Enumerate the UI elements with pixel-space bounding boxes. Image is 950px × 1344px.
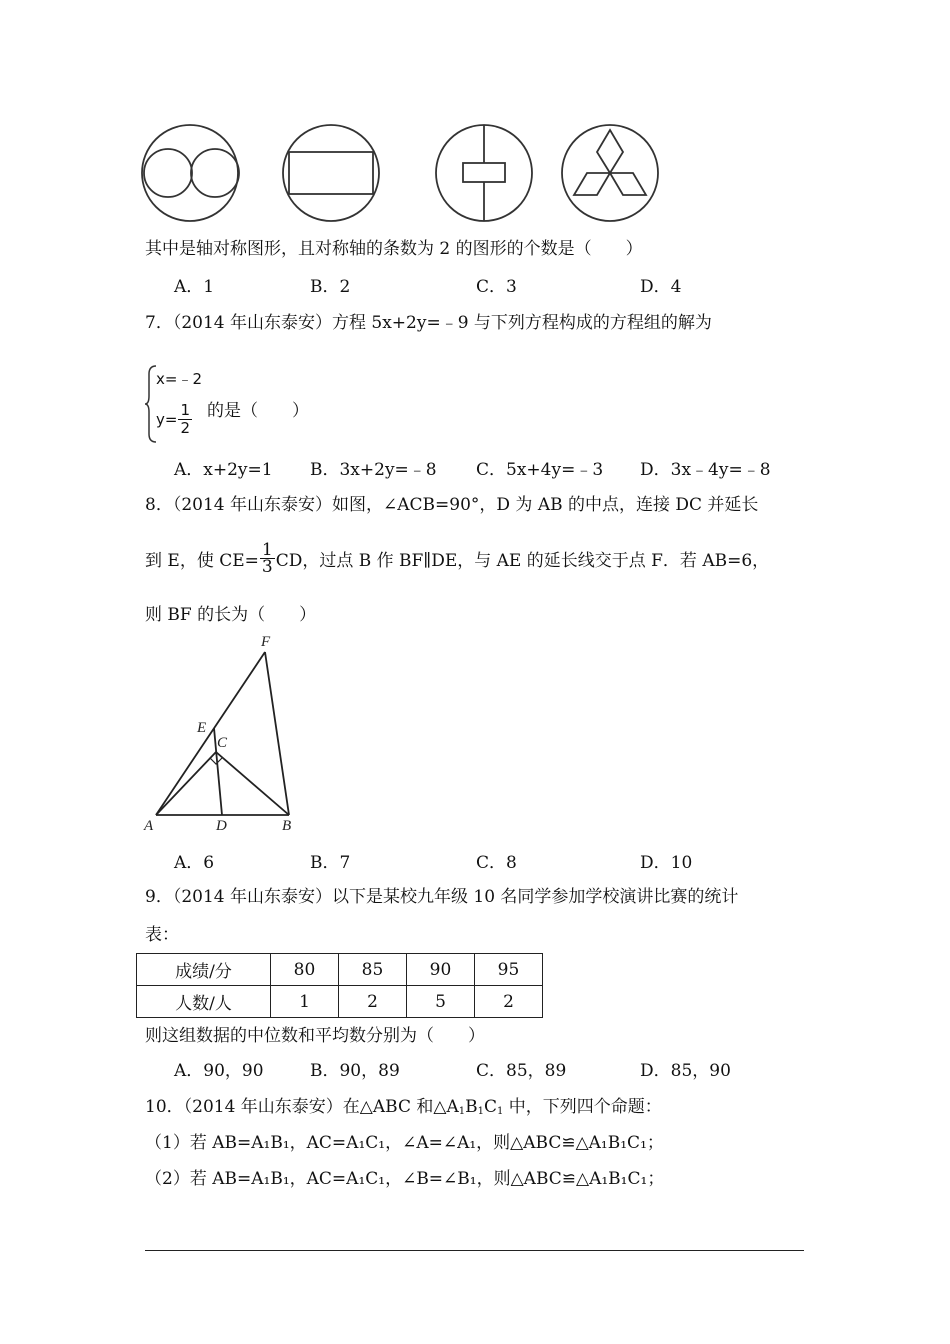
figure-rectangle <box>283 125 379 221</box>
q10-sub: 1 <box>458 1106 466 1117</box>
label-b: B <box>282 818 292 834</box>
q10-proposition-1: （1）若 AB=A₁B₁，AC=A₁C₁，∠A=∠A₁，则△ABC≌△A₁B₁C₁； <box>145 1133 664 1153</box>
q10-stem-c: C <box>483 1097 497 1117</box>
q10-stem <box>145 1092 662 1117</box>
q8-option-c[interactable]: C．8 <box>476 853 517 873</box>
q7-equation-system <box>144 364 204 444</box>
q6-option-d[interactable]: D．4 <box>640 277 682 297</box>
q7-option-d[interactable]: D．3x﹣4y=﹣8 <box>640 460 771 480</box>
q7-system-y <box>156 402 193 437</box>
table-cell: 95 <box>475 954 543 986</box>
q7-tail: 的是（ ） <box>207 401 309 421</box>
q10-proposition-2: （2）若 AB=A₁B₁，AC=A₁C₁，∠B=∠B₁，则△ABC≌△A₁B₁C₁； <box>145 1169 665 1189</box>
q6-option-b[interactable]: B．2 <box>310 277 351 297</box>
table-row <box>137 954 543 986</box>
q8-line2-b: CD，过点 B 作 BF∥DE，与 AE 的延长线交于点 F．若 AB=6， <box>275 551 770 571</box>
q7-stem: 7．（2014 年山东泰安）方程 5x+2y=﹣9 与下列方程构成的方程组的解为 <box>145 313 712 333</box>
table-header-count: 人数/人 <box>137 986 271 1018</box>
q8-frac-num: 1 <box>261 540 273 560</box>
q9-line1: 9．（2014 年山东泰安）以下是某校九年级 10 名同学参加学校演讲比赛的统计 <box>145 887 739 907</box>
q10-sub: 1 <box>497 1106 504 1117</box>
q9-option-d[interactable]: D．85，90 <box>640 1061 731 1081</box>
label-d: D <box>216 818 227 834</box>
q7-system-x: x=﹣2 <box>156 370 202 388</box>
q7-option-c[interactable]: C．5x+4y=﹣3 <box>476 460 604 480</box>
q10-stem-d: 中，下列四个命题： <box>503 1097 662 1117</box>
table-cell: 1 <box>271 986 339 1018</box>
table-header-score: 成绩/分 <box>137 954 271 986</box>
label-e: E <box>197 720 207 736</box>
q8-frac-den: 3 <box>261 557 273 577</box>
q8-line1: 8．（2014 年山东泰安）如图，∠ACB=90°，D 为 AB 的中点，连接 DC 并延长 <box>145 495 759 515</box>
q8-option-d[interactable]: D．10 <box>640 853 693 873</box>
table-cell: 85 <box>339 954 407 986</box>
figures-row <box>138 120 668 228</box>
table-cell: 2 <box>475 986 543 1018</box>
q9-after: 则这组数据的中位数和平均数分别为（ ） <box>145 1026 485 1046</box>
q10-stem-a: 10．（2014 年山东泰安）在△ABC 和△A <box>145 1097 459 1117</box>
figure-box-line <box>436 125 532 221</box>
q6-stem: 其中是轴对称图形，且对称轴的条数为 2 的图形的个数是（ ） <box>145 239 643 259</box>
table-cell: 90 <box>407 954 475 986</box>
footer-rule <box>145 1250 804 1251</box>
q9-option-b[interactable]: B．90，89 <box>310 1061 400 1081</box>
label-c: C <box>217 735 228 751</box>
q6-option-a[interactable]: A．1 <box>174 277 215 297</box>
q9-option-a[interactable]: A．90，90 <box>174 1061 264 1081</box>
q8-option-a[interactable]: A．6 <box>174 853 215 873</box>
table-cell: 5 <box>407 986 475 1018</box>
table-cell: 2 <box>339 986 407 1018</box>
q8-option-b[interactable]: B．7 <box>310 853 351 873</box>
q10-stem-b: B <box>465 1097 478 1117</box>
label-f: F <box>261 634 271 650</box>
q7-frac-den: 2 <box>180 419 190 437</box>
q9-stats-table <box>136 953 543 1018</box>
q9-option-c[interactable]: C．85，89 <box>476 1061 567 1081</box>
q8-line2 <box>145 542 769 575</box>
table-cell: 80 <box>271 954 339 986</box>
q10-sub: 1 <box>477 1106 484 1117</box>
q9-line2: 表： <box>145 925 179 945</box>
q7-frac-num: 1 <box>180 401 190 419</box>
q6-option-c[interactable]: C．3 <box>476 277 517 297</box>
label-a: A <box>144 818 154 834</box>
table-row <box>137 986 543 1018</box>
figure-three-rhombi <box>562 125 658 221</box>
q7-system-y-left: y= <box>156 410 178 429</box>
q7-option-a[interactable]: A．x+2y=1 <box>174 460 273 480</box>
q8-geometry-figure <box>140 630 310 840</box>
q8-line3: 则 BF 的长为（ ） <box>145 605 317 625</box>
q8-line2-a: 到 E，使 CE= <box>145 551 259 571</box>
q7-option-b[interactable]: B．3x+2y=﹣8 <box>310 460 437 480</box>
figure-two-circles <box>142 125 239 221</box>
